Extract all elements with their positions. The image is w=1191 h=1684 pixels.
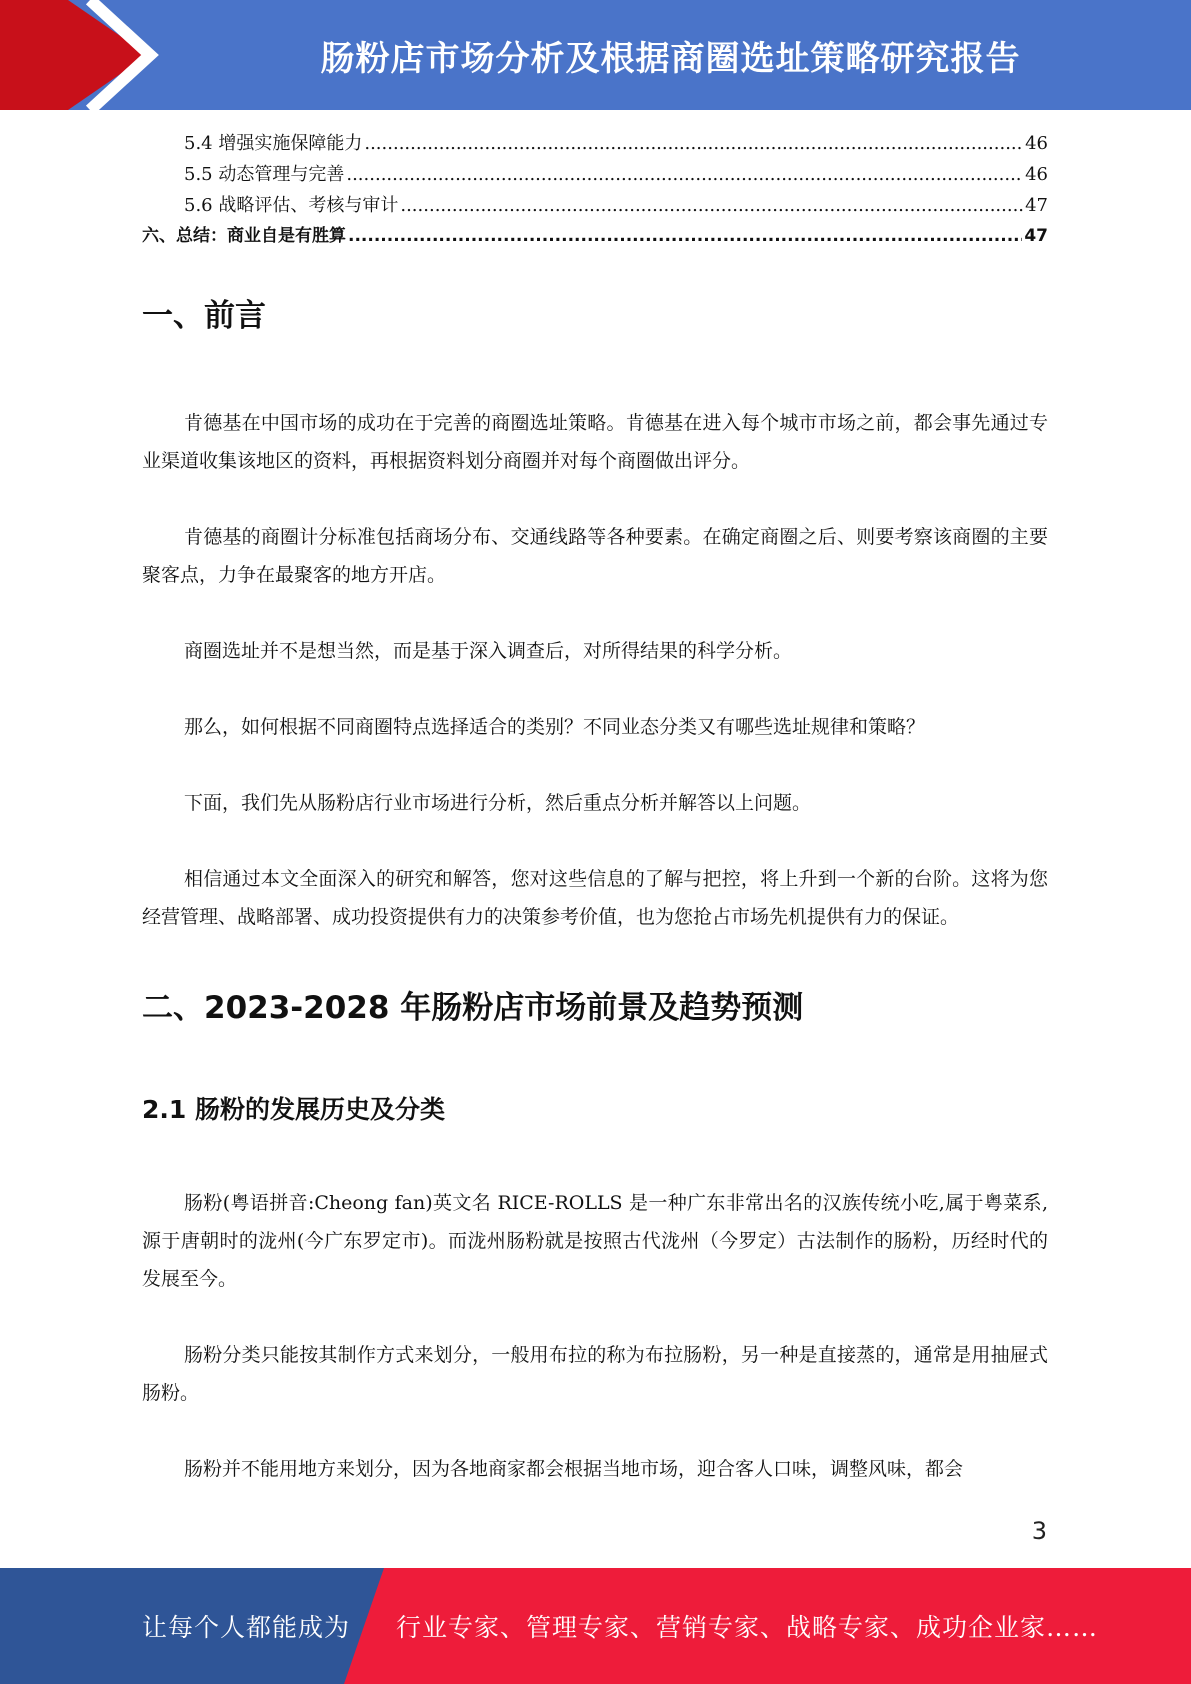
paragraph: 下面，我们先从肠粉店行业市场进行分析，然后重点分析并解答以上问题。	[184, 792, 812, 814]
paragraph: 肯德基在中国市场的成功在于完善的商圈选址策略。肯德基在进入每个城市市场之前，都会事先通过专业渠道收集该地区的资料，再根据资料划分商圈并对每个商圈做出评分。	[142, 412, 1048, 472]
red-arrow-decoration	[0, 0, 160, 110]
page-number: 3	[1031, 1517, 1047, 1545]
paragraph: 商圈选址并不是想当然，而是基于深入调查后，对所得结果的科学分析。	[184, 640, 793, 662]
footer-slogan-left: 让每个人都能成为	[142, 1613, 351, 1642]
paragraph: 肠粉分类只能按其制作方式来划分，一般用布拉的称为布拉肠粉，另一种是直接蒸的，通常是用抽屉式肠粉。	[142, 1344, 1048, 1404]
toc-entry-label: 5.6 战略评估、考核与审计	[184, 195, 399, 216]
document-body	[142, 288, 1048, 1488]
paragraph: 肠粉(粤语拼音:Cheong fan)英文名 RICE-ROLLS 是一种广东非常出名的汉族传统小吃,属于粤菜系,源于唐朝时的泷州(今广东罗定市)。而泷州肠粉就是按照古代泷州（今罗定）古法制作的肠粉，历经时代的发展至今。	[142, 1192, 1048, 1290]
toc-entry-label: 六、总结：商业自是有胜算	[142, 226, 346, 246]
paragraph: 肠粉并不能用地方来划分，因为各地商家都会根据当地市场，迎合客人口味，调整风味，都会	[184, 1458, 964, 1480]
toc-entry-label: 5.5 动态管理与完善	[184, 164, 345, 185]
toc-entry-page: 46	[1025, 133, 1048, 154]
section-heading-forecast: 二、2023-2028 年肠粉店市场前景及趋势预测	[142, 990, 804, 1026]
paragraph: 相信通过本文全面深入的研究和解答，您对这些信息的了解与把控，将上升到一个新的台阶。这将为您经营管理、战略部署、成功投资提供有力的决策参考价值，也为您抢占市场先机提供有力的保证。	[142, 868, 1048, 928]
paragraph: 肯德基的商圈计分标准包括商场分布、交通线路等各种要素。在确定商圈之后、则要考察该商圈的主要聚客点，力争在最聚客的地方开店。	[142, 526, 1048, 586]
toc-entry-label: 5.4 增强实施保障能力	[184, 133, 363, 154]
toc-entry[interactable]	[142, 159, 1048, 190]
toc-leader-dots	[364, 128, 1023, 159]
toc-entry[interactable]	[142, 190, 1048, 221]
report-title: 肠粉店市场分析及根据商圈选址策略研究报告	[320, 38, 1021, 79]
header-banner	[0, 0, 1191, 110]
toc-leader-dots	[348, 221, 1022, 252]
table-of-contents	[142, 128, 1048, 252]
toc-entry-page: 47	[1025, 195, 1048, 216]
toc-entry-chapter[interactable]	[142, 221, 1048, 252]
toc-entry-page: 47	[1024, 226, 1048, 246]
footer-banner	[0, 1568, 1191, 1684]
subsection-heading: 2.1 肠粉的发展历史及分类	[142, 1095, 445, 1124]
toc-entry[interactable]	[142, 128, 1048, 159]
toc-entry-page: 46	[1025, 164, 1048, 185]
toc-leader-dots	[346, 159, 1023, 190]
toc-leader-dots	[400, 190, 1023, 221]
section-heading-preface: 一、前言	[142, 298, 266, 334]
paragraph: 那么，如何根据不同商圈特点选择适合的类别？不同业态分类又有哪些选址规律和策略？	[184, 716, 926, 738]
footer-slogan-right: 行业专家、管理专家、营销专家、战略专家、成功企业家……	[396, 1613, 1099, 1642]
